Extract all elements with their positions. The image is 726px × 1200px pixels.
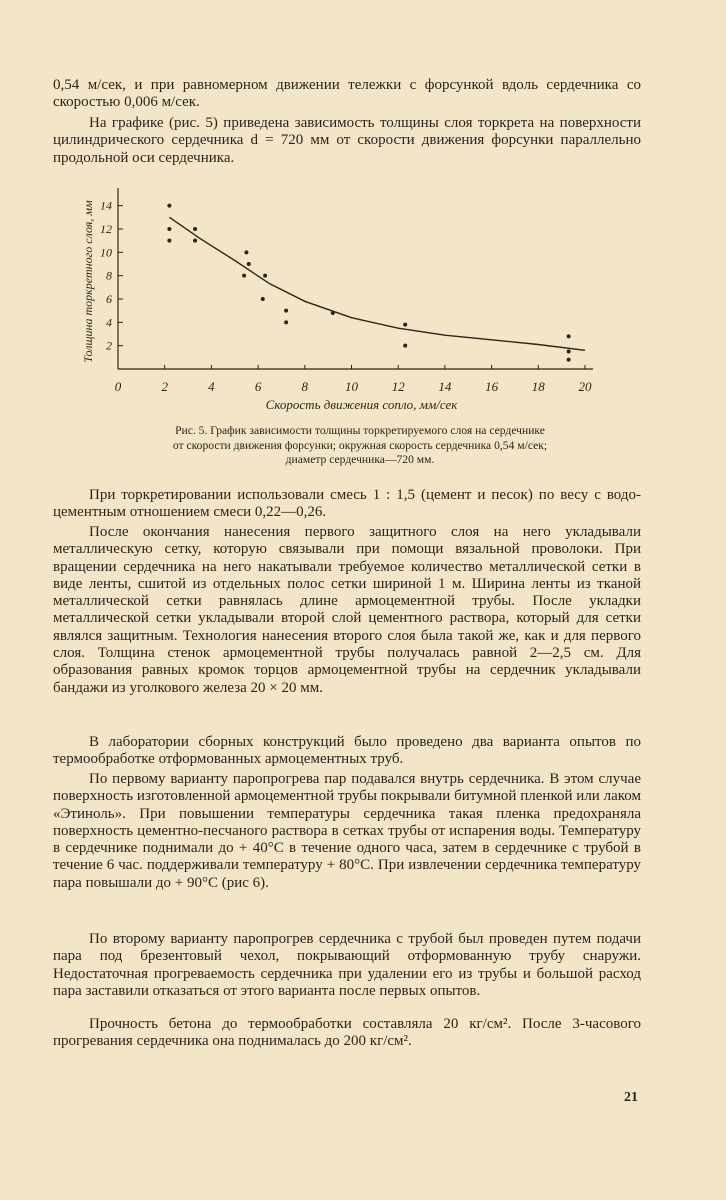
x-tick-label: 2 xyxy=(161,379,168,394)
y-tick-label: 14 xyxy=(100,198,112,213)
thickness-velocity-chart xyxy=(0,176,726,426)
data-point xyxy=(244,250,248,254)
data-point xyxy=(331,311,335,315)
x-tick-label: 14 xyxy=(438,379,452,394)
x-tick-label: 18 xyxy=(531,379,545,394)
x-tick-label: 0 xyxy=(114,379,122,394)
y-tick-label: 8 xyxy=(106,268,112,283)
paragraph-4: После окончания нанесения первого защитного слоя на него укладывали металлическую сетку, которую связывали при помощи вязальной проволоки. При вращении сердечника на него накатывали требуемое количество металлической сетки в виде ленты, сшитой из отдельных полос сетки шириной 1 м. Ширина ленты из тканой металлической сетки равнялась длине армоцементной трубы. После укладки металлической сетки укладывали второй слой цементного раствора, который для сетки являлся защитным. Технология нанесения второго слоя была такой же, как и для первого слоя. Толщина стенок армоцементной трубы получалась равной 2—2,5 см. Для образования равных кромок торцов армоцементной трубы на сердечник укладывали бандажи из уголкового железа 20 × 20 мм. xyxy=(53,524,641,696)
page-number: 21 xyxy=(624,1090,638,1105)
data-point xyxy=(567,334,571,338)
data-point xyxy=(193,239,197,243)
figure-caption xyxy=(100,424,620,468)
data-point xyxy=(403,323,407,327)
paragraph-6: По первому варианту паропрогрева пар подавался внутрь сердечника. В этом случае поверхность изготовленной армоцементной трубы покрывали битумной пленкой или лаком «Этиноль». При повышении температуры сердечника такая пленка предохраняла поверхность цементно-песчаного раствора в сетках трубы от испарения воды. Температуру в сердечнике поднимали до + 40°С в течение одного часа, затем в сердечнике с трубой в течение 6 час. поддерживали температуру + 80°С. При извлечении сердечника температуру пара повышали до + 90°С (рис 6). xyxy=(53,771,641,891)
data-point xyxy=(567,358,571,362)
data-point xyxy=(167,239,171,243)
data-point xyxy=(261,297,265,301)
data-point xyxy=(263,274,267,278)
x-tick-label: 16 xyxy=(485,379,499,394)
y-tick-label: 12 xyxy=(100,222,112,236)
data-point xyxy=(567,350,571,354)
caption-line-1: Рис. 5. График зависимости толщины торкретируемого слоя на сердечнике xyxy=(175,424,545,437)
paragraph-1: 0,54 м/сек, и при равномерном движении тележки с форсункой вдоль сердечника со скоростью 0,006 м/сек. xyxy=(53,77,641,111)
fitted-curve-line xyxy=(169,217,585,350)
caption-line-3: диаметр сердечника—720 мм. xyxy=(285,453,435,466)
x-tick-label: 10 xyxy=(345,379,358,394)
y-tick-label: 2 xyxy=(106,338,112,353)
data-point xyxy=(284,309,288,313)
caption-line-2: от скорости движения форсунки; окружная скорость сердечника 0,54 м/сек; xyxy=(172,438,548,452)
data-point xyxy=(167,227,171,231)
x-tick-label: 4 xyxy=(208,379,215,394)
y-tick-label: 10 xyxy=(100,245,112,260)
data-point xyxy=(403,344,407,348)
x-tick-label: 12 xyxy=(391,379,405,394)
x-tick-label: 20 xyxy=(578,379,592,394)
paragraph-8: Прочность бетона до термообработки составляла 20 кг/см². После 3-часового прогревания сердечника она поднималась до 200 кг/см². xyxy=(53,1016,641,1050)
data-point xyxy=(247,262,251,266)
data-point xyxy=(193,227,197,231)
y-tick-label: 6 xyxy=(106,292,112,306)
x-axis-label: Скорость движения сопло, мм/сек xyxy=(265,397,458,412)
x-tick-label: 6 xyxy=(254,379,262,394)
data-point xyxy=(242,274,246,278)
paragraph-3: При торкретировании использовали смесь 1 : 1,5 (цемент и песок) по весу с водо-цементным отношением смеси 0,22—0,26. xyxy=(53,487,641,521)
paragraph-7: По второму варианту паропрогрев сердечника с трубой был проведен путем подачи пара под брезентовый чехол, покрывающий отформованную трубу снаружи. Недостаточная прогреваемость сердечника при удалении его из трубы и большой расход пара заставили отказаться от этого варианта после первых опытов. xyxy=(53,931,641,999)
data-point xyxy=(167,204,171,208)
paragraph-5: В лаборатории сборных конструкций было проведено два варианта опытов по термообработке отформованных армоцементных труб. xyxy=(53,734,641,768)
y-axis-label: Толщина торкретного слоя, мм xyxy=(81,200,95,363)
data-point xyxy=(284,320,288,324)
paragraph-2: На графике (рис. 5) приведена зависимость толщины слоя торкрета на поверхности цилиндрического сердечника d = 720 мм от скорости движения форсунки параллельно продольной оси сердечника. xyxy=(53,115,641,166)
x-tick-label: 8 xyxy=(301,379,309,394)
y-tick-label: 4 xyxy=(106,315,112,330)
